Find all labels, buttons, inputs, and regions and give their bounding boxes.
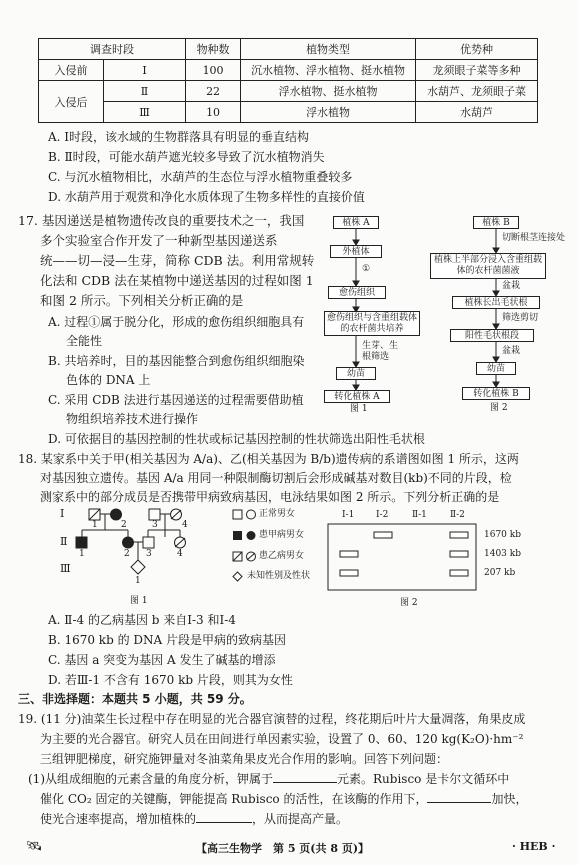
member-number: 4 xyxy=(177,549,183,559)
q17-option-c-cont: 物组织培养技术进行操作 xyxy=(66,412,199,426)
member-number: 4 xyxy=(182,520,188,530)
q18-stem-line: 测家系中的部分成员是否携带甲病致病基因，电泳结果如图 2 所示。下列分析正确的是 xyxy=(40,490,500,504)
q18-option-b: B. 1670 kb 的 DNA 片段是甲病的致病基因 xyxy=(48,633,286,647)
flow-box-seedling: 幼苗 xyxy=(336,367,376,380)
gel-lane-label: Ⅱ-1 xyxy=(412,510,427,520)
flow-box-transformed-a: 转化植株 A xyxy=(324,390,390,403)
q19-line: 19. (11 分)油菜生长过程中存在明显的光合器官演替的过程，终花期后叶片大量凋落，角果皮成 xyxy=(18,712,526,726)
q17-stem-line: 统——切—浸—生芽，简称 CDB 法。利用常规转 xyxy=(40,253,315,268)
q19-sub1-line xyxy=(40,810,348,828)
flow-box-explant: 外植体 xyxy=(330,245,382,258)
q18-stem-line: 18. 某家系中关于甲(相关基因为 A/a)、乙(相关基因为 B/b)遗传病的系谱图如图 1 所示，这两 xyxy=(18,452,519,466)
q19-line: 为主要的光合器官。研究人员在田间进行单因素实验，设置了 0、60、120 kg(K₂O)·hm⁻² xyxy=(40,732,524,746)
q17-stem-line: 17. 基因递送是植物遗传改良的重要技术之一，我国 xyxy=(18,213,305,228)
flow-box-seedling-b: 幼苗 xyxy=(476,362,516,375)
answer-blank[interactable] xyxy=(427,790,491,803)
q18-option-a: A. Ⅱ-4 的乙病基因 b 来自Ⅰ-3 和Ⅰ-4 xyxy=(48,613,236,627)
q17-option-b: B. 共培养时，目的基因能整合到愈伤组织细胞染 xyxy=(48,354,305,368)
q17-option-a-cont: 全能性 xyxy=(66,334,103,348)
q19-sub1-text: (1)从组成细胞的元素含量的角度分析，钾属于 xyxy=(28,772,273,786)
q17-stem-line: 多个实验室合作开发了一种新型基因递送系 xyxy=(40,233,278,248)
q16-option-a: A. Ⅰ时段，该水域的生物群落具有明显的垂直结构 xyxy=(48,130,310,144)
q16-option-b: B. Ⅱ时段，可能水葫芦遮光较多导致了沉水植物消失 xyxy=(48,150,325,164)
member-number: 3 xyxy=(146,549,152,559)
figure-caption: 图 1 xyxy=(350,404,368,414)
generation-label: Ⅲ xyxy=(60,562,71,575)
q18-stem-line: 对基因独立遗传。基因 A/a 用同一种限制酶切割后会形成碱基对数目(kb)不同的片段，检 xyxy=(40,471,512,485)
q18-option-c: C. 基因 a 突变为基因 A 发生了碱基的增添 xyxy=(48,653,276,667)
gel-lane-label: Ⅱ-2 xyxy=(450,510,465,520)
table-cell: Ⅰ xyxy=(104,60,186,81)
flow-label-pot: 盆栽 xyxy=(502,281,521,291)
gel-lane-label: Ⅰ-2 xyxy=(376,510,389,520)
flow-box-hairy-root: 植株长出毛状根 xyxy=(452,296,540,309)
answer-blank[interactable] xyxy=(273,770,337,783)
q19-line: 三组钾肥梯度，研究施钾量对冬油菜角果皮光合作用的影响。回答下列问题： xyxy=(40,752,449,766)
table-header: 物种数 xyxy=(186,39,241,60)
table-cell: 100 xyxy=(186,60,241,81)
footer-code: · HEB · xyxy=(512,840,556,853)
q16-option-c: C. 与沉水植物相比，水葫芦的生态位与浮水植物重叠较多 xyxy=(48,170,353,184)
satellite-icon: 🛰 xyxy=(26,839,43,854)
q19-sub1-text: 使光合速率提高，增加植株的 xyxy=(40,812,197,826)
q19-sub1-line xyxy=(40,790,528,808)
figure-caption: 图 2 xyxy=(490,403,508,413)
table-cell: 浮水植物、挺水植物 xyxy=(241,81,416,102)
member-number: 1 xyxy=(135,576,141,586)
answer-blank[interactable] xyxy=(196,810,252,823)
table-cell: 水葫芦、龙须眼子菜 xyxy=(416,81,538,102)
legend-label: 未知性别及性状 xyxy=(247,571,311,581)
q19-sub1-text: 加快， xyxy=(491,792,528,806)
member-number: 1 xyxy=(92,520,98,530)
table-cell: 浮水植物 xyxy=(241,102,416,123)
legend-label: 患甲病男女 xyxy=(259,530,305,540)
legend-label: 正常男女 xyxy=(259,509,296,519)
member-number: 2 xyxy=(124,549,130,559)
gel-lane-label: Ⅰ-1 xyxy=(342,510,355,520)
flow-label-screen: 筛选剪切 xyxy=(502,313,539,323)
gel-band-size: 1403 kb xyxy=(484,549,521,559)
gel-band-size: 207 kb xyxy=(484,568,516,578)
flow-box-immerse: 植株上半部分浸入含重组载体的农杆菌菌液 xyxy=(430,253,546,279)
flow-label-pot-2: 盆栽 xyxy=(502,346,521,356)
q16-option-d: D. 水葫芦用于观赏和净化水质体现了生物多样性的直接价值 xyxy=(48,190,365,204)
flow-label-cut: 切断根茎连接处 xyxy=(502,233,566,243)
flow-box-cocultivation: 愈伤组织与含重组载体的农杆菌共培养 xyxy=(324,311,420,336)
flow-box-plant-a: 植株 A xyxy=(333,216,379,229)
table-cell: 入侵前 xyxy=(39,60,104,81)
table-cell: 22 xyxy=(186,81,241,102)
table-header: 调查时段 xyxy=(39,39,186,60)
flow-box-transformed-b: 转化植株 B xyxy=(462,387,530,400)
q19-sub1-text: 元素。Rubisco 是卡尔文循环中 xyxy=(337,772,510,786)
figure-caption: 图 2 xyxy=(400,598,418,608)
table-header: 植物类型 xyxy=(241,39,416,60)
q17-option-c: C. 采用 CDB 法进行基因递送的过程需要借助植 xyxy=(48,393,304,407)
table-cell: Ⅱ xyxy=(104,81,186,102)
flow-label-shoot-root: 生芽、生根筛选 xyxy=(362,341,399,362)
table-cell: 入侵后 xyxy=(39,81,104,123)
flow-box-positive-root: 阳性毛状根段 xyxy=(450,329,534,342)
figure-caption: 图 1 xyxy=(130,596,148,606)
q17-option-d: D. 可依据目的基因控制的性状或标记基因控制的性状筛选出阳性毛状根 xyxy=(48,432,425,446)
table-cell: 10 xyxy=(186,102,241,123)
q19-sub1-line xyxy=(28,770,509,788)
legend-label: 患乙病男女 xyxy=(259,551,305,561)
member-number: 2 xyxy=(121,520,127,530)
q17-stem-line: 和图 2 所示。下列相关分析正确的是 xyxy=(40,293,244,308)
section-heading: 三、非选择题：本题共 5 小题，共 59 分。 xyxy=(18,692,252,706)
table-cell: Ⅲ xyxy=(104,102,186,123)
q18-option-d: D. 若Ⅲ-1 不含有 1670 kb 片段，则其为女性 xyxy=(48,673,293,687)
flow-box-callus: 愈伤组织 xyxy=(328,286,386,299)
table-cell: 水葫芦 xyxy=(416,102,538,123)
gel-band-size: 1670 kb xyxy=(484,530,521,540)
flow-box-plant-b: 植株 B xyxy=(473,216,519,229)
generation-label: Ⅱ xyxy=(60,535,68,548)
table-cell: 龙须眼子菜等多种 xyxy=(416,60,538,81)
table-cell: 沉水植物、浮水植物、挺水植物 xyxy=(241,60,416,81)
q17-option-a: A. 过程①属于脱分化，形成的愈伤组织细胞具有 xyxy=(48,315,305,329)
q17-option-b-cont: 色体的 DNA 上 xyxy=(66,373,151,387)
footer-center: 【高三生物学 第 5 页(共 8 页)】 xyxy=(196,842,370,855)
member-number: 3 xyxy=(152,520,158,530)
member-number: 1 xyxy=(79,549,85,559)
generation-label: Ⅰ xyxy=(60,507,65,520)
q17-stem-line: 化法和 CDB 法在某植物中递送基因的过程如图 1 xyxy=(40,273,314,288)
table-header: 优势种 xyxy=(416,39,538,60)
q19-sub1-text: 催化 CO₂ 固定的关键酶，钾能提高 Rubisco 的活性，在该酶的作用下， xyxy=(40,792,428,806)
q19-sub1-text: ，从而提高产量。 xyxy=(252,812,349,826)
flow-step-1: ① xyxy=(362,264,371,274)
